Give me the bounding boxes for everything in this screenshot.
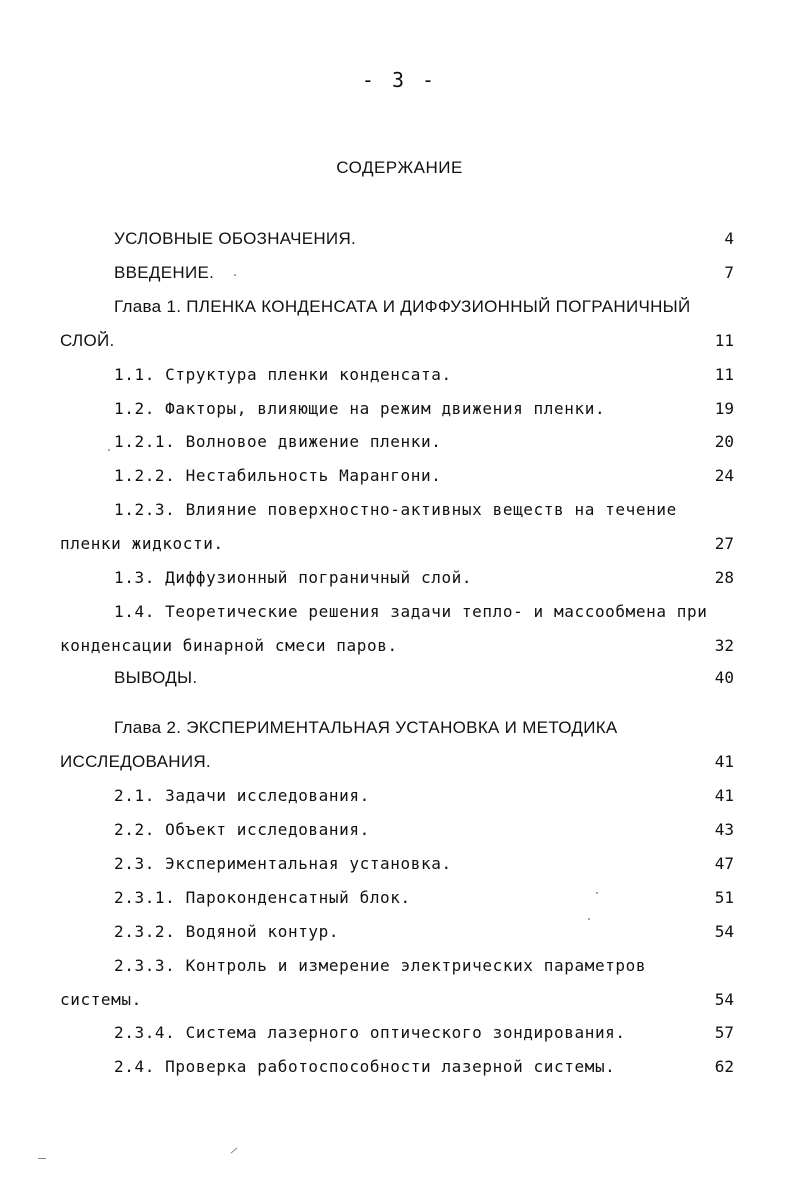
toc-entry-page: 40 — [714, 668, 734, 687]
toc-entry-text: Глава 2. ЭКСПЕРИМЕНТАЛЬНАЯ УСТАНОВКА И МЕТОДИКА — [114, 718, 618, 737]
toc-entry-text: 2.3.2. Водяной контур. — [114, 922, 340, 941]
toc-entry-page: 11 — [714, 365, 734, 384]
toc-entry-text: ИССЛЕДОВАНИЯ. — [60, 752, 211, 771]
toc-entry-page: 11 — [714, 331, 734, 350]
toc-entry-page: 51 — [714, 888, 734, 907]
scan-speck — [596, 892, 598, 894]
toc-entry-page: 62 — [714, 1057, 734, 1076]
toc-entry-page: 41 — [714, 752, 734, 771]
toc-entry-text: Глава 1. ПЛЕНКА КОНДЕНСАТА И ДИФФУЗИОННЫЙ ПОГРАНИЧНЫЙ — [114, 297, 691, 316]
toc-entry-text: 2.3.3. Контроль и измерение электрических параметров — [114, 956, 647, 975]
toc-entry-text: 2.3.4. Система лазерного оптического зондирования. — [114, 1023, 626, 1042]
toc-entry-page: 54 — [714, 922, 734, 941]
toc-entry-page: 19 — [714, 399, 734, 418]
scan-speck — [231, 1148, 238, 1154]
toc-title: СОДЕРЖАНИЕ — [336, 158, 463, 177]
toc-entry-text: 2.1. Задачи исследования. — [114, 786, 370, 805]
toc-entry-page: 57 — [714, 1023, 734, 1042]
toc-entry-text: системы. — [60, 990, 142, 1009]
toc-entry-text: 1.4. Теоретические решения задачи тепло- и массообмена при — [114, 602, 708, 621]
toc-entry-text: 2.2. Объект исследования. — [114, 820, 370, 839]
toc-entry-text: СЛОЙ. — [60, 331, 115, 350]
toc-entry-page: 32 — [714, 636, 734, 655]
toc-entry-page: 4 — [724, 229, 734, 248]
toc-entry-text: 1.2. Факторы, влияющие на режим движения пленки. — [114, 399, 606, 418]
toc-entry-page: 54 — [714, 990, 734, 1009]
toc-entry-text: 1.1. Структура пленки конденсата. — [114, 365, 452, 384]
toc-entry-page: 47 — [714, 854, 734, 873]
toc-entry-text: 1.2.3. Влияние поверхностно-активных веществ на течение — [114, 500, 677, 519]
toc-entry-page: 41 — [714, 786, 734, 805]
toc-entry-text: УСЛОВНЫЕ ОБОЗНАЧЕНИЯ. — [114, 229, 357, 248]
scan-speck — [234, 274, 236, 276]
toc-entry-text: ВЫВОДЫ. — [114, 668, 198, 687]
page-number: - 3 - — [361, 68, 438, 92]
toc-entry-page: 7 — [724, 263, 734, 282]
toc-entry-page: 28 — [714, 568, 734, 587]
toc-entry-text: 1.3. Диффузионный пограничный слой. — [114, 568, 473, 587]
scan-speck — [108, 449, 110, 451]
toc-entry-page: 43 — [714, 820, 734, 839]
toc-entry-page: 24 — [714, 466, 734, 485]
scan-speck — [588, 918, 590, 920]
toc-entry-page: 27 — [714, 534, 734, 553]
toc-entry-text: пленки жидкости. — [60, 534, 224, 553]
toc-entry-page: 20 — [714, 432, 734, 451]
toc-entry-text: 1.2.1. Волновое движение пленки. — [114, 432, 442, 451]
toc-entry-text: 2.3.1. Пароконденсатный блок. — [114, 888, 411, 907]
toc-entry-text: 2.3. Экспериментальная установка. — [114, 854, 452, 873]
toc-entry-text: 2.4. Проверка работоспособности лазерной системы. — [114, 1057, 616, 1076]
toc-entry-text: конденсации бинарной смеси паров. — [60, 636, 398, 655]
toc-entry-text: ВВЕДЕНИЕ. — [114, 263, 215, 282]
toc-entry-text: 1.2.2. Нестабильность Марангони. — [114, 466, 442, 485]
scan-speck — [38, 1158, 46, 1159]
